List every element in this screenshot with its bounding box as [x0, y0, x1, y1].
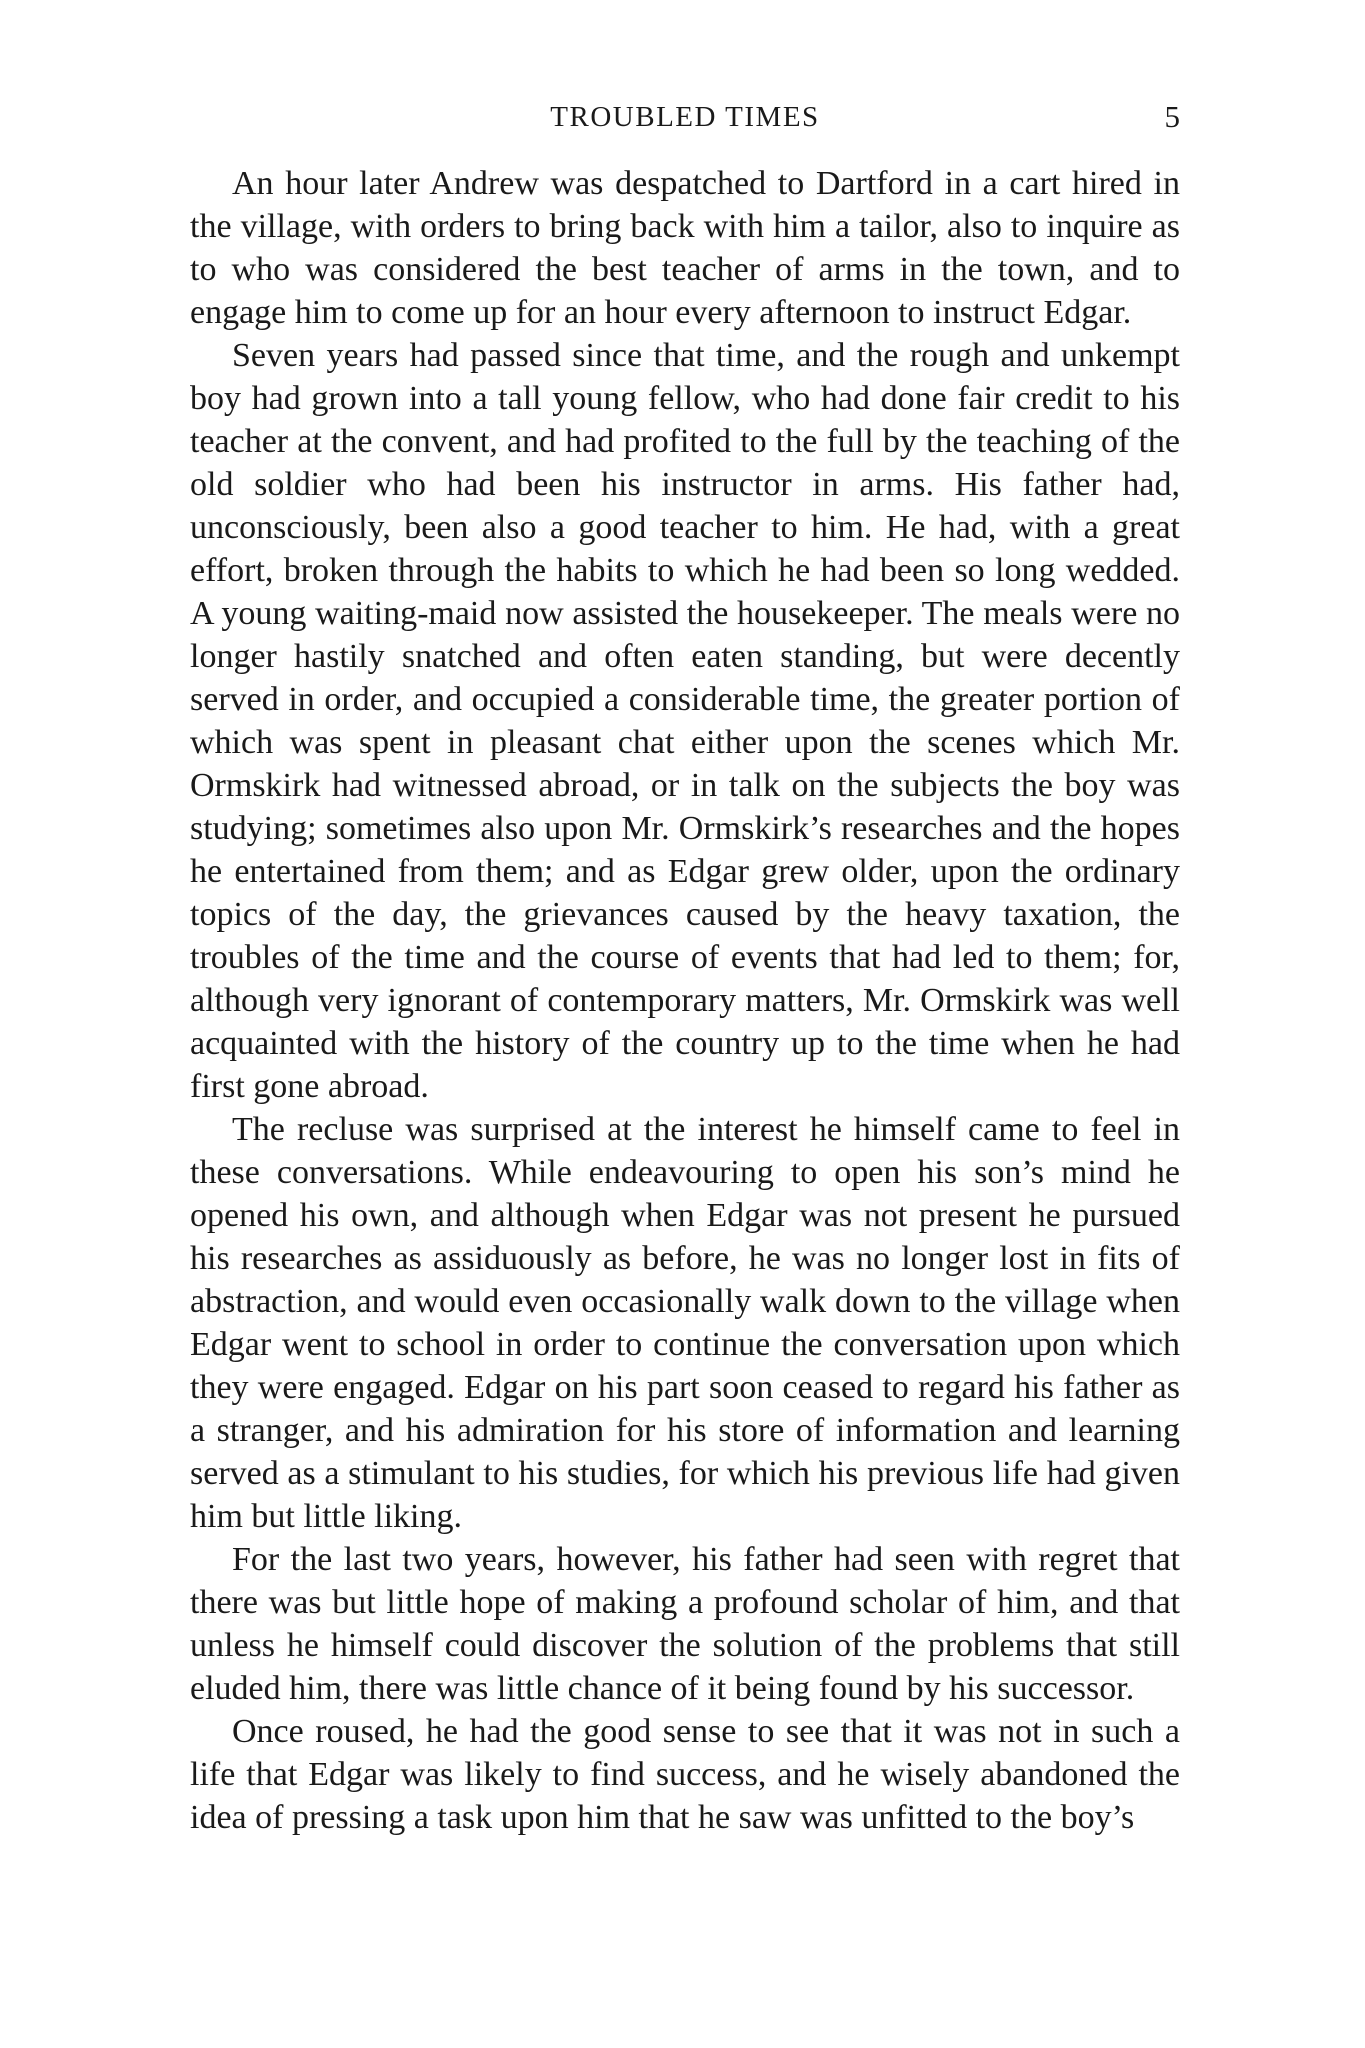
paragraph: An hour later Andrew was despatched to Dartford in a cart hired in the village, with orders to bring back with him a tailor, also to inquire as to who was considered the best teacher of arms in the town, and to engage him to come up for an hour every afternoon to instruct Edgar.	[190, 165, 1180, 331]
running-header	[190, 97, 1180, 137]
running-title: TROUBLED TIMES	[550, 101, 820, 133]
body-text	[190, 162, 1180, 1839]
paragraph: Seven years had passed since that time, and the rough and unkempt boy had grown into a tall young fellow, who had done fair credit to his teacher at the convent, and had profited to the full by the teaching of the old soldier who had been his instructor in arms. His father had, unconsciously, been also a good teacher to him. He had, with a great effort, broken through the habits to which he had been so long wedded. A young waiting-maid now assisted the housekeeper. The meals were no longer hastily snatched and often eaten standing, but were decently served in order, and occupied a considerable time, the greater portion of which was spent in pleasant chat either upon the scenes which Mr. Ormskirk had witnessed abroad, or in talk on the subjects the boy was studying; sometimes also upon Mr. Ormskirk’s researches and the hopes he entertained from them; and as Edgar grew older, upon the ordinary topics of the day, the grievances caused by the heavy taxation, the troubles of the time and the course of events that had led to them; for, although very ignorant of contemporary matters, Mr. Ormskirk was well acquainted with the history of the country up to the time when he had first gone abroad.	[190, 337, 1180, 1105]
paragraph: Once roused, he had the good sense to see that it was not in such a life that Edgar was likely to find success, and he wisely abandoned the idea of pressing a task upon him that he saw was unfitted to the boy’s	[190, 1713, 1180, 1836]
paragraph: For the last two years, however, his father had seen with regret that there was but little hope of making a profound scholar of him, and that unless he himself could discover the solution of the problems that still eluded him, there was little chance of it being found by his successor.	[190, 1541, 1180, 1707]
paragraph: The recluse was surprised at the interest he himself came to feel in these conversations. While endeavouring to open his son’s mind he opened his own, and although when Edgar was not present he pursued his researches as assiduously as before, he was no longer lost in fits of abstraction, and would even occasionally walk down to the village when Edgar went to school in order to continue the conversation upon which they were engaged. Edgar on his part soon ceased to regard his father as a stranger, and his admiration for his store of information and learning served as a stimulant to his studies, for which his previous life had given him but little liking.	[190, 1111, 1180, 1535]
page-number: 5	[1164, 99, 1180, 134]
